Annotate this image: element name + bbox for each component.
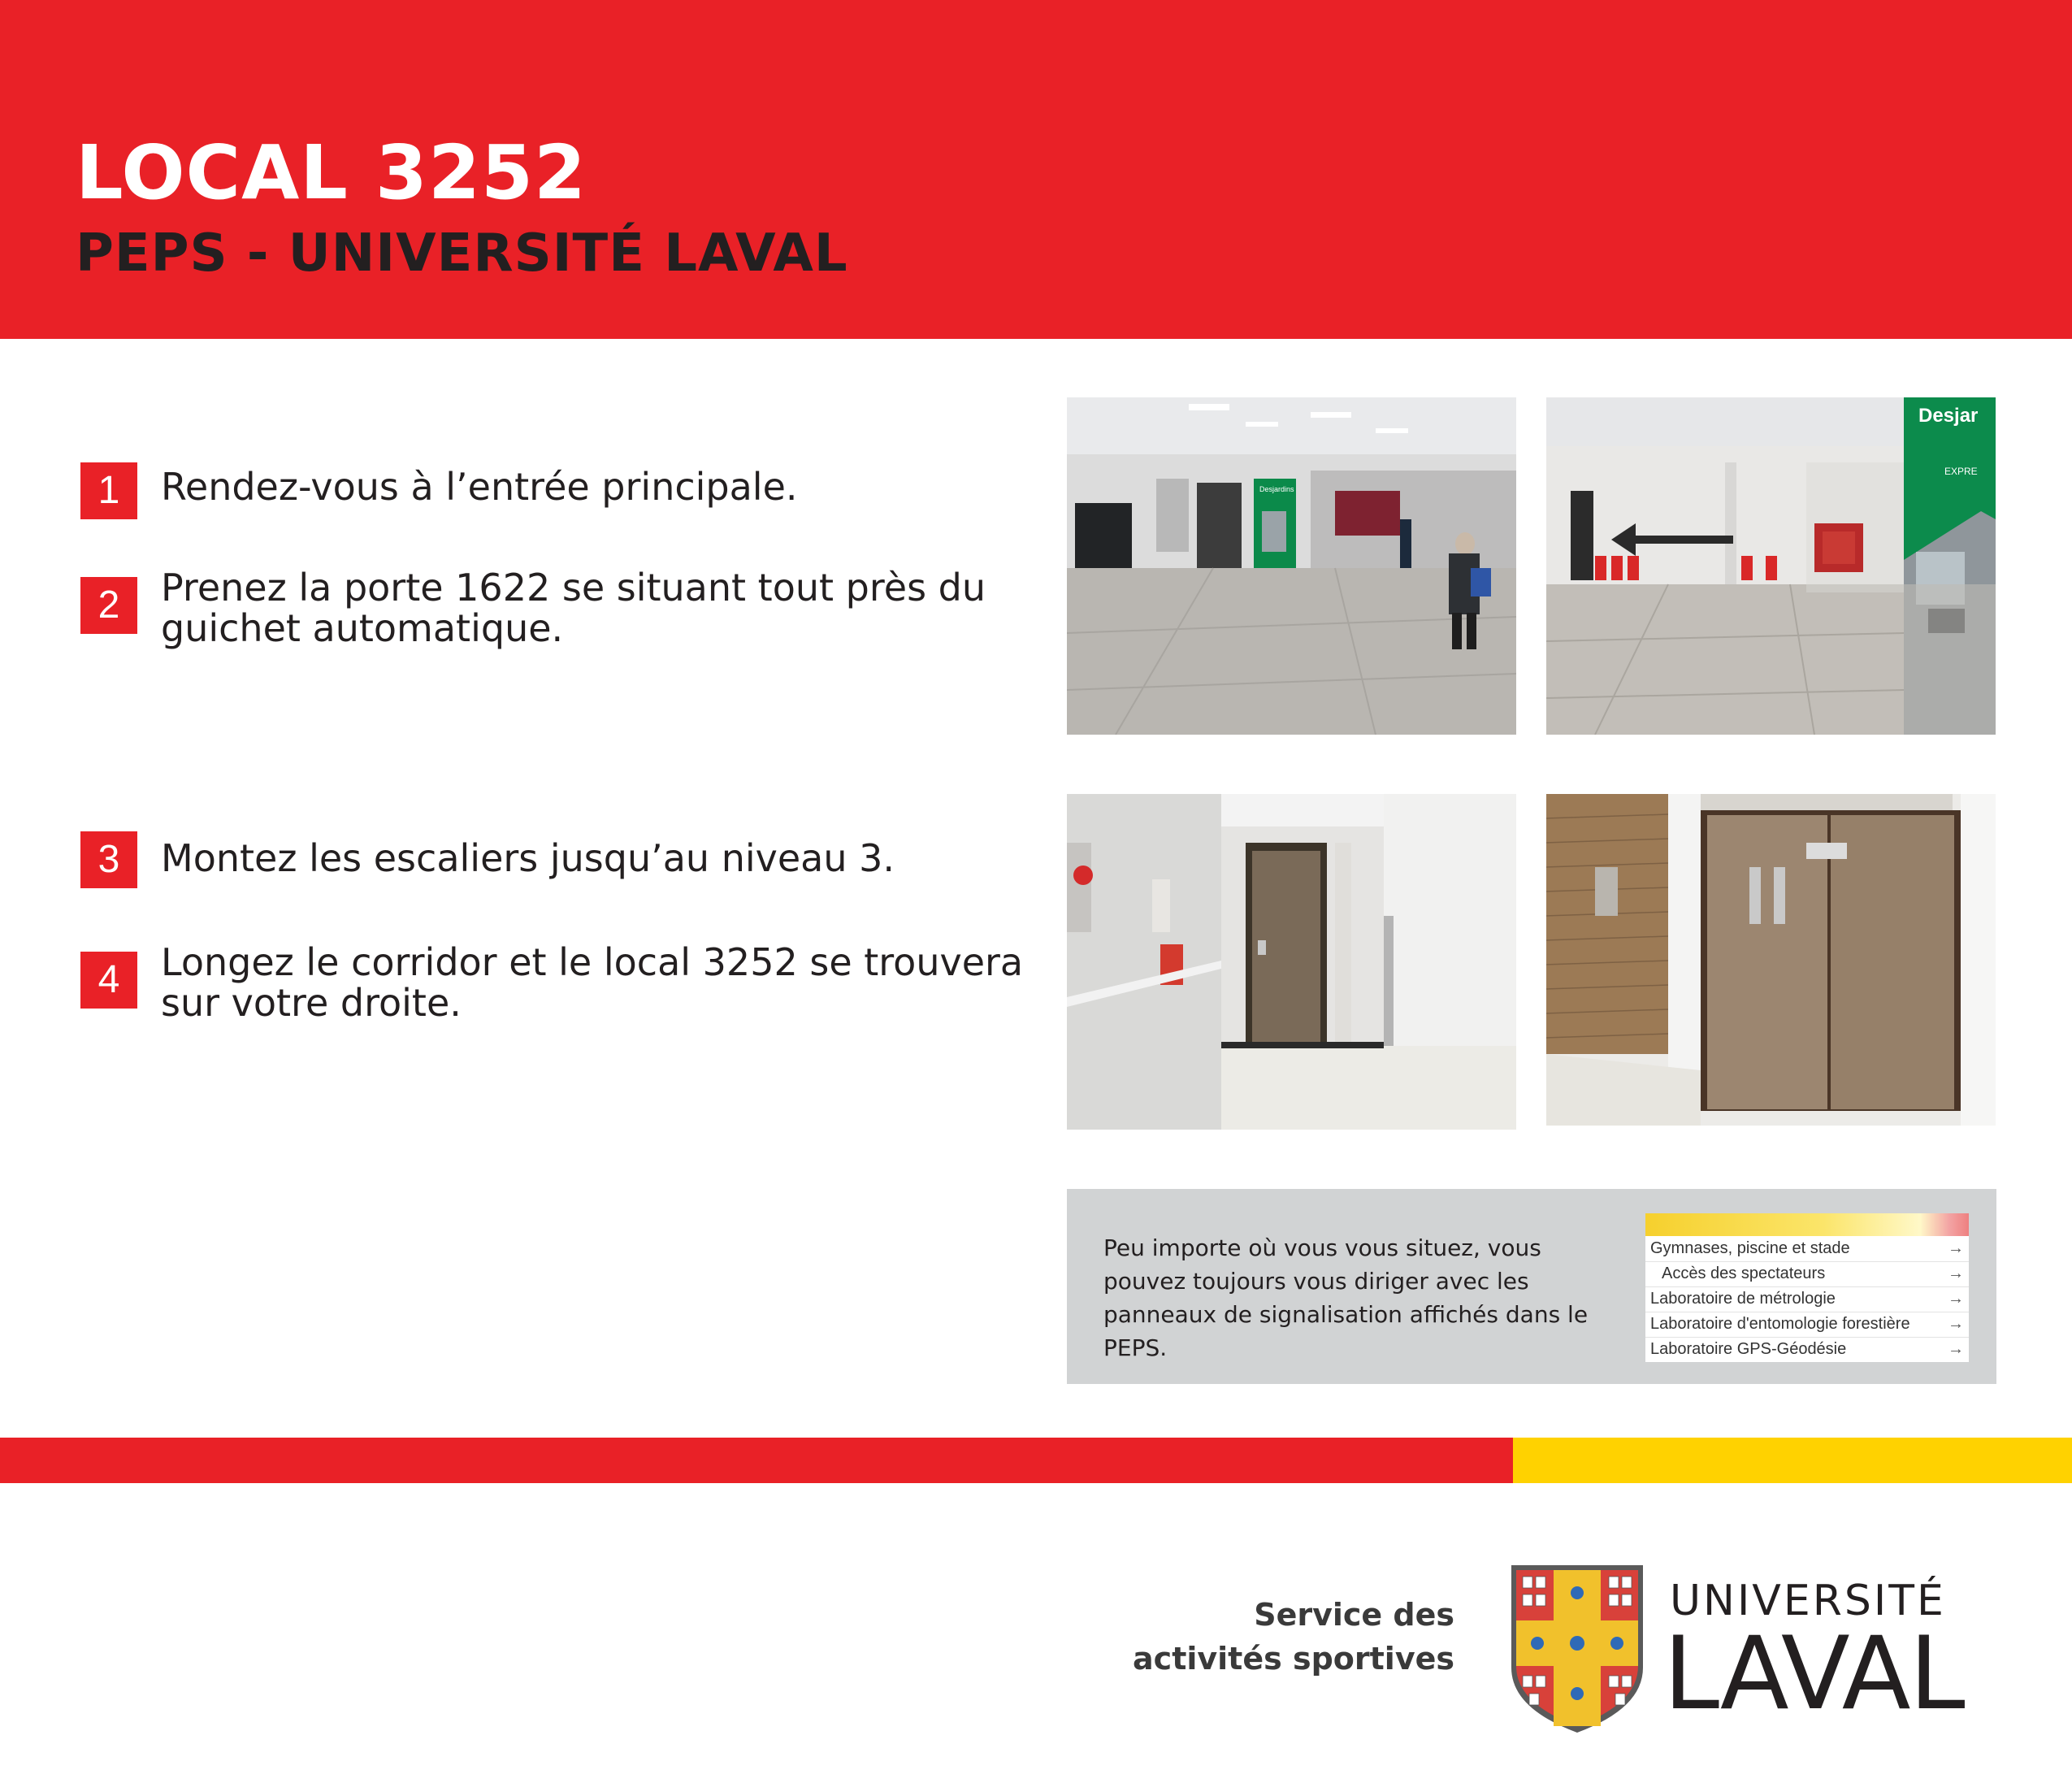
- double-door-photo: [1546, 794, 1996, 1126]
- page-subtitle: PEPS - UNIVERSITÉ LAVAL: [76, 223, 848, 284]
- arrow-right-icon: →: [1948, 1340, 1964, 1358]
- signage-row-label: Laboratoire de métrologie: [1650, 1290, 1836, 1308]
- info-text: Peu importe où vous vous situez, vous pouvez toujours vous diriger avec les panneaux de signalisation affichés dans le PEPS.: [1103, 1234, 1589, 1361]
- step-number: 1: [80, 462, 137, 519]
- signage-example: [1645, 1213, 1969, 1362]
- step-text: Rendez-vous à l’entrée principale.: [161, 465, 798, 509]
- university-crest-icon: [1508, 1562, 1646, 1736]
- signage-row: [1645, 1236, 1969, 1262]
- signage-row-label: Gymnases, piscine et stade: [1650, 1239, 1850, 1257]
- header-banner: [0, 0, 2072, 339]
- signage-row: [1645, 1286, 1969, 1312]
- service-name: [1097, 1593, 1454, 1681]
- step-number: 2: [80, 577, 137, 634]
- signage-row: [1645, 1312, 1969, 1338]
- arrow-right-icon: →: [1948, 1290, 1964, 1308]
- signage-row: [1645, 1261, 1969, 1287]
- step-text: Prenez la porte 1622 se situant tout près du guichet automatique.: [161, 566, 986, 650]
- university-wordmark: [1663, 1577, 1964, 1733]
- signage-row-label: Laboratoire GPS-Géodésie: [1650, 1340, 1847, 1358]
- brand-line-1: UNIVERSITÉ: [1670, 1577, 1946, 1625]
- service-line-2: activités sportives: [1133, 1641, 1454, 1677]
- photo-sign-text: Desjardins: [1259, 485, 1294, 493]
- signage-color-band: [1645, 1213, 1969, 1236]
- photo-sign-text: Desjar: [1918, 405, 1979, 427]
- footer-bar-red: [0, 1438, 1513, 1483]
- step-text: Longez le corridor et le local 3252 se trouvera sur votre droite.: [161, 940, 1024, 1025]
- lobby-photo: [1067, 397, 1516, 735]
- signage-row: [1645, 1337, 1969, 1362]
- signage-row-label: Accès des spectateurs: [1662, 1265, 1826, 1282]
- brand-line-2: LAVAL: [1663, 1616, 1964, 1733]
- atm-arrow-photo: [1546, 397, 1996, 735]
- step-number: 4: [80, 952, 137, 1009]
- arrow-right-icon: →: [1948, 1315, 1964, 1333]
- step-number: 3: [80, 831, 137, 888]
- footer-bar-yellow: [1513, 1438, 2072, 1483]
- signage-row-label: Laboratoire d'entomologie forestière: [1650, 1315, 1910, 1333]
- photo-atm-text: EXPRE: [1944, 466, 1978, 477]
- stairwell-door-photo: [1067, 794, 1516, 1130]
- arrow-right-icon: →: [1948, 1265, 1964, 1282]
- info-box: [1067, 1189, 1996, 1384]
- arrow-right-icon: →: [1948, 1239, 1964, 1257]
- page-title: LOCAL 3252: [76, 129, 587, 216]
- service-line-1: Service des: [1254, 1597, 1454, 1633]
- step-text: Montez les escaliers jusqu’au niveau 3.: [161, 836, 895, 880]
